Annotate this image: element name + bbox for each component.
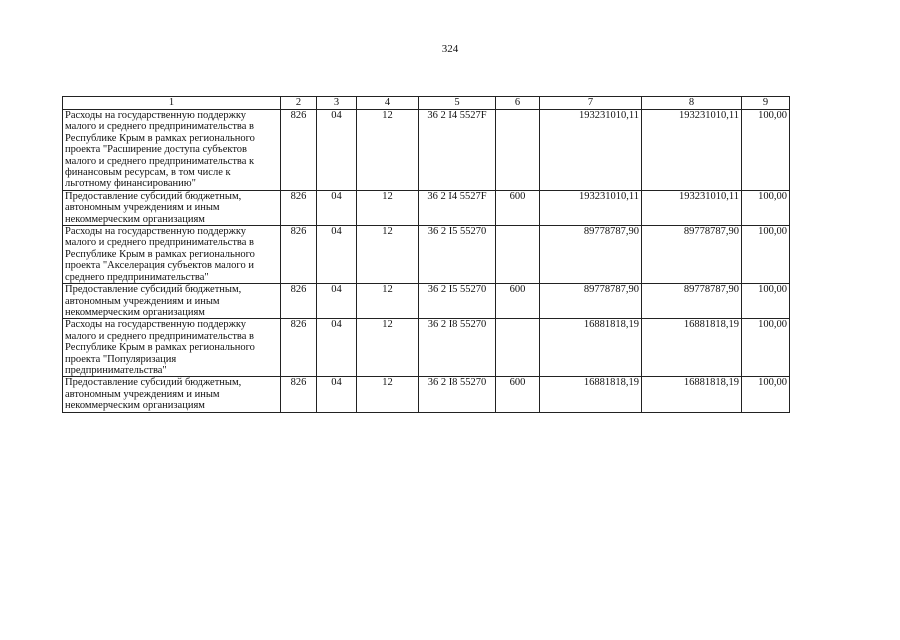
row-col-9: 100,00 <box>742 226 790 284</box>
row-name: Расходы на государственную поддержку малого и среднего предпринимательства в Республике Крым в рамках регионального проекта "Расширение доступа субъектов малого и среднего предпринимательства к финансовым ресурсам, в том числе к льготному финансированию" <box>63 110 281 191</box>
row-col-4: 12 <box>357 190 419 225</box>
row-col-8: 89778787,90 <box>642 284 742 319</box>
page-number: 324 <box>441 43 459 55</box>
row-col-2: 826 <box>281 284 317 319</box>
row-col-5: 36 2 I5 55270 <box>419 284 496 319</box>
table-row <box>63 377 790 412</box>
header-col-3: 3 <box>317 97 357 110</box>
row-col-6 <box>496 226 540 284</box>
table-row <box>63 190 790 225</box>
row-col-9: 100,00 <box>742 319 790 377</box>
budget-table <box>62 96 790 413</box>
row-col-8: 193231010,11 <box>642 110 742 191</box>
row-col-8: 193231010,11 <box>642 190 742 225</box>
row-col-5: 36 2 I5 55270 <box>419 226 496 284</box>
row-col-8: 16881818,19 <box>642 319 742 377</box>
row-name: Предоставление субсидий бюджетным, автономным учреждениям и иным некоммерческим организациям <box>63 377 281 412</box>
row-col-4: 12 <box>357 226 419 284</box>
header-col-5: 5 <box>419 97 496 110</box>
header-col-2: 2 <box>281 97 317 110</box>
row-col-2: 826 <box>281 226 317 284</box>
row-col-3: 04 <box>317 377 357 412</box>
row-name: Предоставление субсидий бюджетным, автономным учреждениям и иным некоммерческим организациям <box>63 284 281 319</box>
row-col-3: 04 <box>317 110 357 191</box>
header-col-7: 7 <box>540 97 642 110</box>
row-col-6 <box>496 319 540 377</box>
row-col-3: 04 <box>317 319 357 377</box>
row-col-7: 193231010,11 <box>540 110 642 191</box>
row-col-3: 04 <box>317 284 357 319</box>
row-col-2: 826 <box>281 110 317 191</box>
row-col-2: 826 <box>281 190 317 225</box>
header-row <box>63 97 790 110</box>
row-col-4: 12 <box>357 377 419 412</box>
row-name: Расходы на государственную поддержку малого и среднего предпринимательства в Республике Крым в рамках регионального проекта "Акселерация субъектов малого и среднего предпринимательства" <box>63 226 281 284</box>
row-col-2: 826 <box>281 319 317 377</box>
header-col-9: 9 <box>742 97 790 110</box>
row-col-7: 16881818,19 <box>540 377 642 412</box>
row-name: Расходы на государственную поддержку малого и среднего предпринимательства в Республике Крым в рамках регионального проекта "Популяризация предпринимательства" <box>63 319 281 377</box>
row-col-5: 36 2 I4 5527F <box>419 190 496 225</box>
row-col-7: 193231010,11 <box>540 190 642 225</box>
row-col-9: 100,00 <box>742 377 790 412</box>
row-col-4: 12 <box>357 319 419 377</box>
header-col-6: 6 <box>496 97 540 110</box>
header-col-1: 1 <box>63 97 281 110</box>
table-row <box>63 284 790 319</box>
row-col-3: 04 <box>317 190 357 225</box>
row-col-8: 89778787,90 <box>642 226 742 284</box>
row-col-4: 12 <box>357 284 419 319</box>
table-row <box>63 226 790 284</box>
row-name: Предоставление субсидий бюджетным, автономным учреждениям и иным некоммерческим организациям <box>63 190 281 225</box>
row-col-6: 600 <box>496 284 540 319</box>
table-row <box>63 110 790 191</box>
row-col-9: 100,00 <box>742 110 790 191</box>
row-col-6 <box>496 110 540 191</box>
row-col-2: 826 <box>281 377 317 412</box>
row-col-9: 100,00 <box>742 190 790 225</box>
row-col-3: 04 <box>317 226 357 284</box>
row-col-6: 600 <box>496 190 540 225</box>
row-col-7: 89778787,90 <box>540 284 642 319</box>
row-col-8: 16881818,19 <box>642 377 742 412</box>
row-col-5: 36 2 I8 55270 <box>419 377 496 412</box>
header-col-4: 4 <box>357 97 419 110</box>
row-col-5: 36 2 I4 5527F <box>419 110 496 191</box>
row-col-7: 89778787,90 <box>540 226 642 284</box>
header-col-8: 8 <box>642 97 742 110</box>
row-col-5: 36 2 I8 55270 <box>419 319 496 377</box>
row-col-6: 600 <box>496 377 540 412</box>
row-col-7: 16881818,19 <box>540 319 642 377</box>
row-col-4: 12 <box>357 110 419 191</box>
row-col-9: 100,00 <box>742 284 790 319</box>
table-row <box>63 319 790 377</box>
